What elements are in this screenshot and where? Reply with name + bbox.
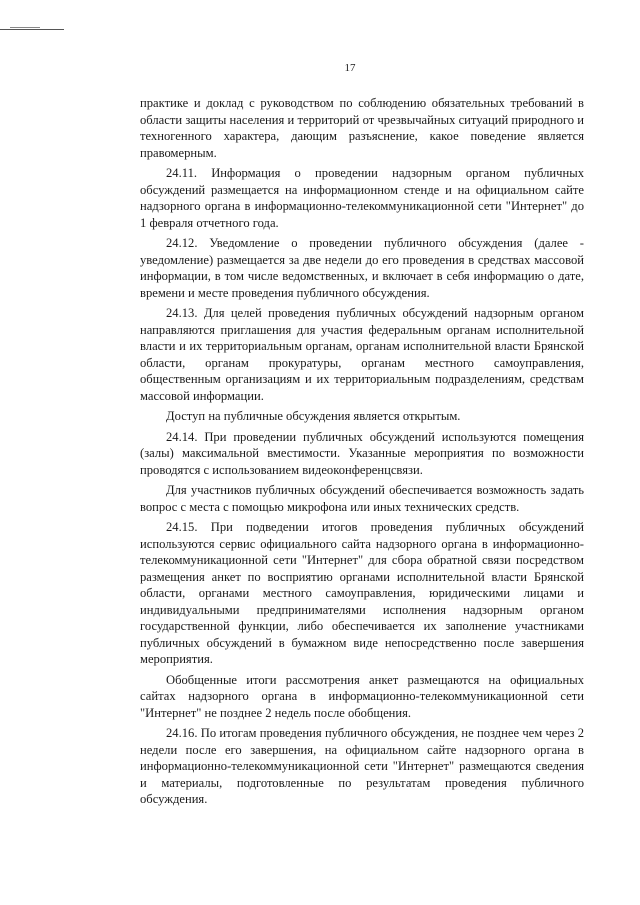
paragraph-24-12: 24.12. Уведомление о проведении публичного обсуждения (далее - уведомление) размещается за две недели до его проведения в средствах массовой информации, в том числе ведомственных, и включает в себя информацию о дате, времени и месте проведения публичного обсуждения. <box>140 236 584 300</box>
document-body <box>140 95 584 812</box>
paragraph-continuation: практике и доклад с руководством по соблюдению обязательных требований в области защиты населения и территорий от чрезвычайных ситуаций природного и техногенного характера, дающим разъяснение, какое поведение является правомерным. <box>140 96 584 160</box>
paragraph-24-14: 24.14. При проведении публичных обсуждений используются помещения (залы) максимальной вместимости. Указанные мероприятия по возможности проводятся с использованием видеоконференцсвязи. <box>140 429 584 477</box>
paragraph-24-16: 24.16. По итогам проведения публичного обсуждения, не позднее чем через 2 недели после его завершения, на официальном сайте надзорного органа в информационно-телекоммуникационной сети "Интернет" размещаются сведения и материалы, подготовленные по результатам проведения публичного обсуждения. <box>140 726 584 806</box>
paragraph-questions: Для участников публичных обсуждений обеспечивается возможность задать вопрос с места с помощью микрофона или иных технических средств. <box>140 483 584 514</box>
paragraph-24-11: 24.11. Информация о проведении надзорным органом публичных обсуждений размещается на информационном стенде и на официальном сайте надзорного органа в информационно-телекоммуникационной сети "Интернет" до 1 февраля отчетного года. <box>140 166 584 230</box>
paragraph-24-13: 24.13. Для целей проведения публичных обсуждений надзорным органом направляются приглашения для участия федеральным органам исполнительной власти и их территориальным органам, органам исполнительной власти Брянской области, органам прокуратуры, органам местного самоуправления, общественным организациям и их территориальным подразделениям, средствам массовой информации. <box>140 306 584 403</box>
scan-artifact-line <box>0 29 64 30</box>
scan-artifact-line <box>10 27 40 28</box>
page-number: 17 <box>344 62 356 74</box>
paragraph-24-15: 24.15. При подведении итогов проведения публичных обсуждений используются сервис официального сайта надзорного органа в информационно-телекоммуникационной сети "Интернет" для сбора обратной связи посредством размещения анкет по восприятию органами исполнительной власти Брянской области, органами местного самоуправления, юридическими лицами и индивидуальными предпринимателями исполнения надзорным органом государственной функции, либо обеспечивается их заполнение участниками публичных обсуждений в бумажном виде непосредственно после завершения мероприятия. <box>140 520 584 666</box>
paragraph-survey-results: Обобщенные итоги рассмотрения анкет размещаются на официальных сайтах надзорного органа в информационно-телекоммуникационной сети "Интернет" не позднее 2 недель после обобщения. <box>140 672 584 720</box>
paragraph-open-access: Доступ на публичные обсуждения является открытым. <box>166 409 461 423</box>
